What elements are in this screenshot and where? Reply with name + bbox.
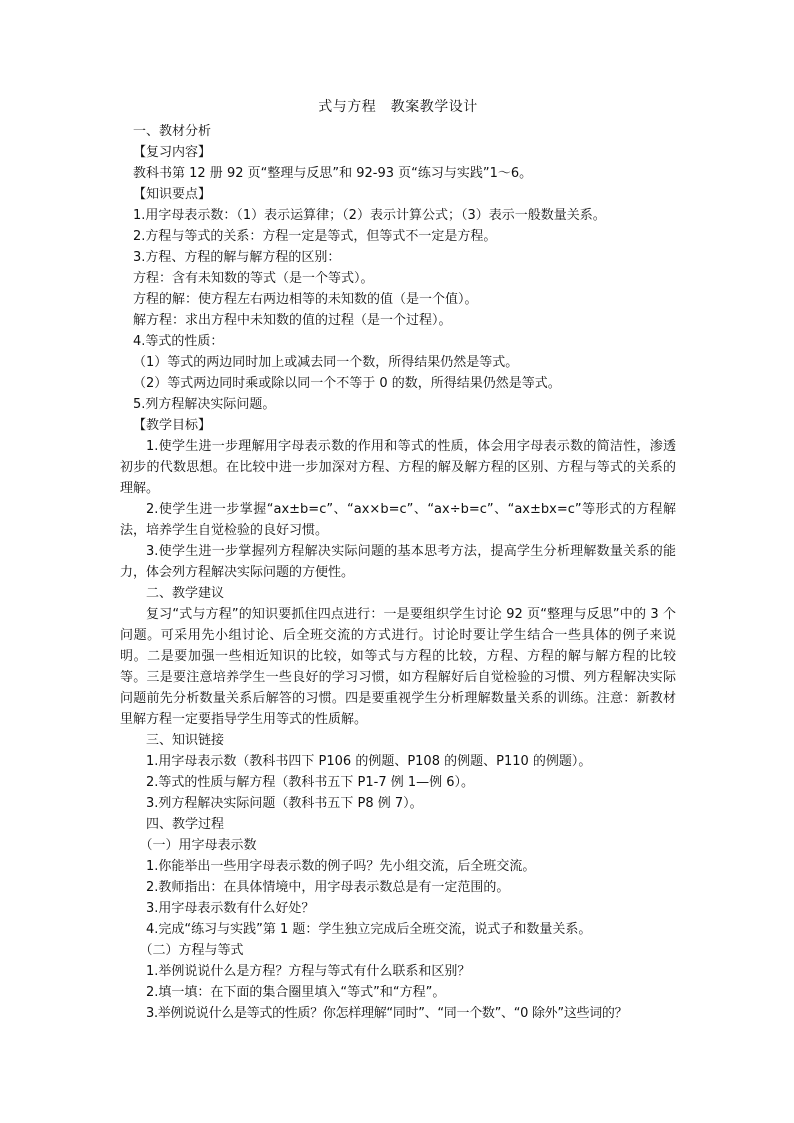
teaching-suggestion-paragraph: 复习“式与方程”的知识要抓住四点进行：一是要组织学生讨论 92 页“整理与反思”中的 3 个问题。可采用先小组讨论、后全班交流的方式进行。讨论时要让学生结合一些具体的例子来说明。二是要加强一些相近知识的比较，如等式与方程的比较，方程、方程的解与解方程的比较等。三是要注意培养学生一些良好的学习习惯，如方程解好后自觉检验的习惯、列方程解决实际问题前先分析数量关系后解答的习惯。四是要重视学生分析理解数量关系的训练。注意：新教材里解方程一定要指导学生用等式的性质解。: [120, 607, 676, 727]
definition-equation: 方程：含有未知数的等式（是一个等式）。: [133, 271, 374, 286]
property-1: （1）等式的两边同时加上或减去同一个数，所得结果仍然是等式。: [133, 355, 519, 370]
section-heading-knowledge-links: 三、知识链接: [146, 733, 225, 748]
process-item-1-3: 3.用字母表示数有什么好处？: [146, 901, 315, 916]
key-point-1: 1.用字母表示数：（1）表示运算律；（2）表示计算公式；（3）表示一般数量关系。: [133, 208, 606, 223]
process-item-2-3: 3.举例说说什么是等式的性质？你怎样理解“同时”、“同一个数”、“0 除外”这些词的？: [146, 1006, 628, 1021]
section-heading-textbook-analysis: 一、教材分析: [133, 124, 212, 139]
knowledge-link-2: 2.等式的性质与解方程（教科书五下 P1-7 例 1—例 6）。: [146, 775, 475, 790]
teaching-goal-3: 3.使学生进一步掌握列方程解决实际问题的基本思考方法，提高学生分析理解数量关系的能力，体会列方程解决实际问题的方便性。: [120, 544, 676, 580]
subheading-teaching-goals: 【教学目标】: [133, 418, 212, 433]
document-body: [120, 94, 676, 1024]
key-point-3: 3.方程、方程的解与解方程的区别：: [133, 250, 341, 265]
document-title: 式与方程 教案教学设计: [318, 99, 478, 115]
subsection-letters-as-numbers: （一）用字母表示数: [139, 838, 257, 853]
section-heading-teaching-suggestions: 二、教学建议: [146, 586, 225, 601]
key-point-2: 2.方程与等式的关系：方程一定是等式，但等式不一定是方程。: [133, 229, 497, 244]
key-point-5: 5.列方程解决实际问题。: [133, 397, 276, 412]
process-item-1-2: 2.教师指出：在具体情境中，用字母表示数总是有一定范围的。: [146, 880, 510, 895]
knowledge-link-3: 3.列方程解决实际问题（教科书五下 P8 例 7）。: [146, 796, 423, 811]
section-heading-teaching-process: 四、教学过程: [146, 817, 225, 832]
process-item-1-1: 1.你能举出一些用字母表示数的例子吗？先小组交流，后全班交流。: [146, 859, 536, 874]
subheading-key-points: 【知识要点】: [133, 187, 212, 202]
teaching-goal-1: 1.使学生进一步理解用字母表示数的作用和等式的性质，体会用字母表示数的简洁性，渗透初步的代数思想。在比较中进一步加深对方程、方程的解及解方程的区别、方程与等式的关系的理解。: [120, 439, 676, 496]
subsection-equations-and-equalities: （二）方程与等式: [139, 943, 244, 958]
teaching-goal-2: 2.使学生进一步掌握“ax±b=c”、“ax×b=c”、“ax÷b=c”、“ax±bx=c”等形式的方程解法，培养学生自觉检验的良好习惯。: [120, 502, 676, 538]
knowledge-link-1: 1.用字母表示数（教科书四下 P106 的例题、P108 的例题、P110 的例题）。: [146, 754, 592, 769]
process-item-1-4: 4.完成“练习与实践”第 1 题：学生独立完成后全班交流，说式子和数量关系。: [146, 922, 592, 937]
subheading-review-content: 【复习内容】: [133, 145, 212, 160]
key-point-4: 4.等式的性质：: [133, 334, 224, 349]
review-content-text: 教科书第 12 册 92 页“整理与反思”和 92-93 页“练习与实践”1～6。: [133, 166, 533, 181]
process-item-2-1: 1.举例说说什么是方程？方程与等式有什么联系和区别？: [146, 964, 471, 979]
definition-solving: 解方程：求出方程中未知数的值的过程（是一个过程）。: [133, 313, 452, 328]
property-2: （2）等式两边同时乘或除以同一个不等于 0 的数，所得结果仍然是等式。: [133, 376, 561, 391]
definition-solution: 方程的解：使方程左右两边相等的未知数的值（是一个值）。: [133, 292, 478, 307]
process-item-2-2: 2.填一填：在下面的集合圈里填入“等式”和“方程”。: [146, 985, 446, 1000]
